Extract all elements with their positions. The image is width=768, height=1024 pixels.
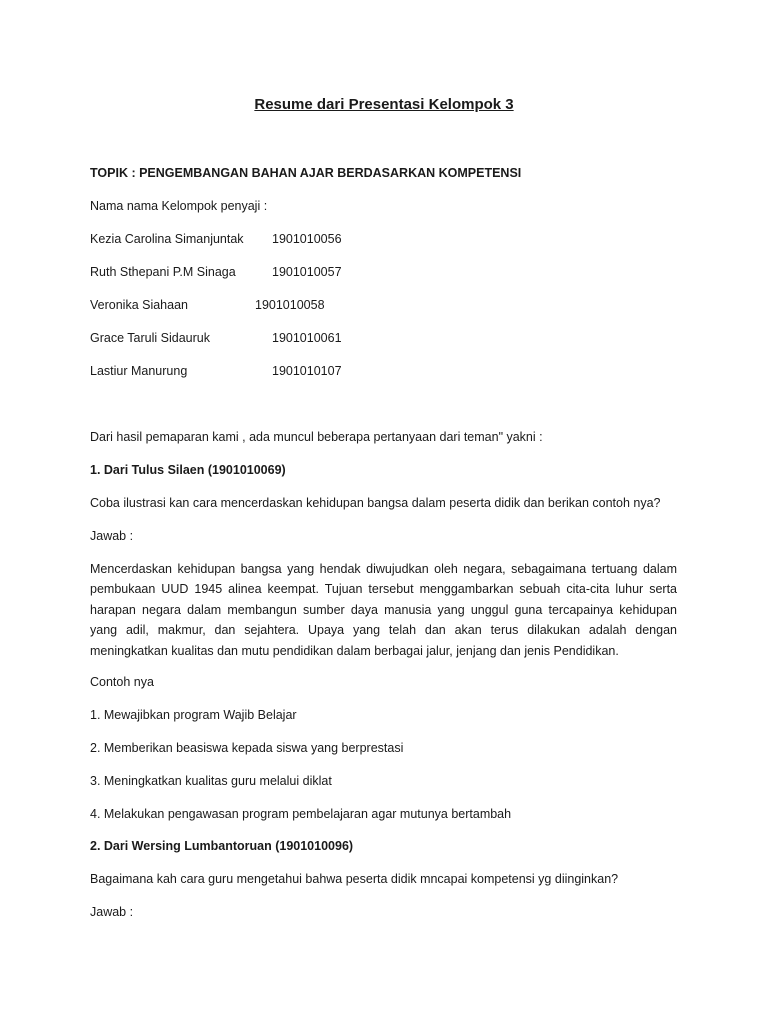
member-name: Ruth Sthepani P.M Sinaga xyxy=(90,265,236,279)
answer-1-paragraph: Mencerdaskan kehidupan bangsa yang hendak diwujudkan oleh negara, sebagaimana tertuang dalam pembukaan UUD 1945 alinea keempat. Tujuan tersebut menggambarkan sebuah cita-cita luhur serta harapan negara dalam membangun sumber daya manusia yang unggul guna tercapainya kehidupan yang adil, makmur, dan sejahtera. Upaya yang telah dan akan terus dilakukan adalah dengan meningkatkan kualitas dan mutu pendidikan dalam berbagai jalur, jenjang dan jenis Pendidikan. xyxy=(90,562,677,658)
member-nim: 1901010058 xyxy=(255,298,325,312)
topic-line: TOPIK : PENGEMBANGAN BAHAN AJAR BERDASARKAN KOMPETENSI xyxy=(90,166,522,180)
list-item: 3. Meningkatkan kualitas guru melalui diklat xyxy=(90,774,332,788)
member-name: Kezia Carolina Simanjuntak xyxy=(90,232,244,246)
list-item: 4. Melakukan pengawasan program pembelajaran agar mutunya bertambah xyxy=(90,807,512,821)
member-name: Veronika Siahaan xyxy=(90,298,188,312)
member-nim: 1901010061 xyxy=(272,331,342,345)
member-name: Lastiur Manurung xyxy=(90,364,188,378)
list-item: 2. Memberikan beasiswa kepada siswa yang berprestasi xyxy=(90,741,404,755)
answer-1-label: Jawab : xyxy=(90,529,134,543)
list-item: 1. Mewajibkan program Wajib Belajar xyxy=(90,708,297,722)
intro-text: Dari hasil pemaparan kami , ada muncul beberapa pertanyaan dari teman" yakni : xyxy=(90,430,543,444)
member-name: Grace Taruli Sidauruk xyxy=(90,331,210,345)
document-title: Resume dari Presentasi Kelompok 3 xyxy=(254,96,514,113)
members-heading: Nama nama Kelompok penyaji : xyxy=(90,199,268,213)
question-2-text: Bagaimana kah cara guru mengetahui bahwa peserta didik mncapai kompetensi yg diinginkan? xyxy=(90,872,619,886)
member-nim: 1901010056 xyxy=(272,232,342,246)
question-1-text: Coba ilustrasi kan cara mencerdaskan kehidupan bangsa dalam peserta didik dan berikan contoh nya? xyxy=(90,496,661,510)
answer-2-label: Jawab : xyxy=(90,905,134,919)
member-nim: 1901010107 xyxy=(272,364,342,378)
question-2-heading: 2. Dari Wersing Lumbantoruan (1901010096) xyxy=(90,839,354,853)
member-nim: 1901010057 xyxy=(272,265,342,279)
question-1-heading: 1. Dari Tulus Silaen (1901010069) xyxy=(90,463,286,477)
examples-label: Contoh nya xyxy=(90,675,154,689)
